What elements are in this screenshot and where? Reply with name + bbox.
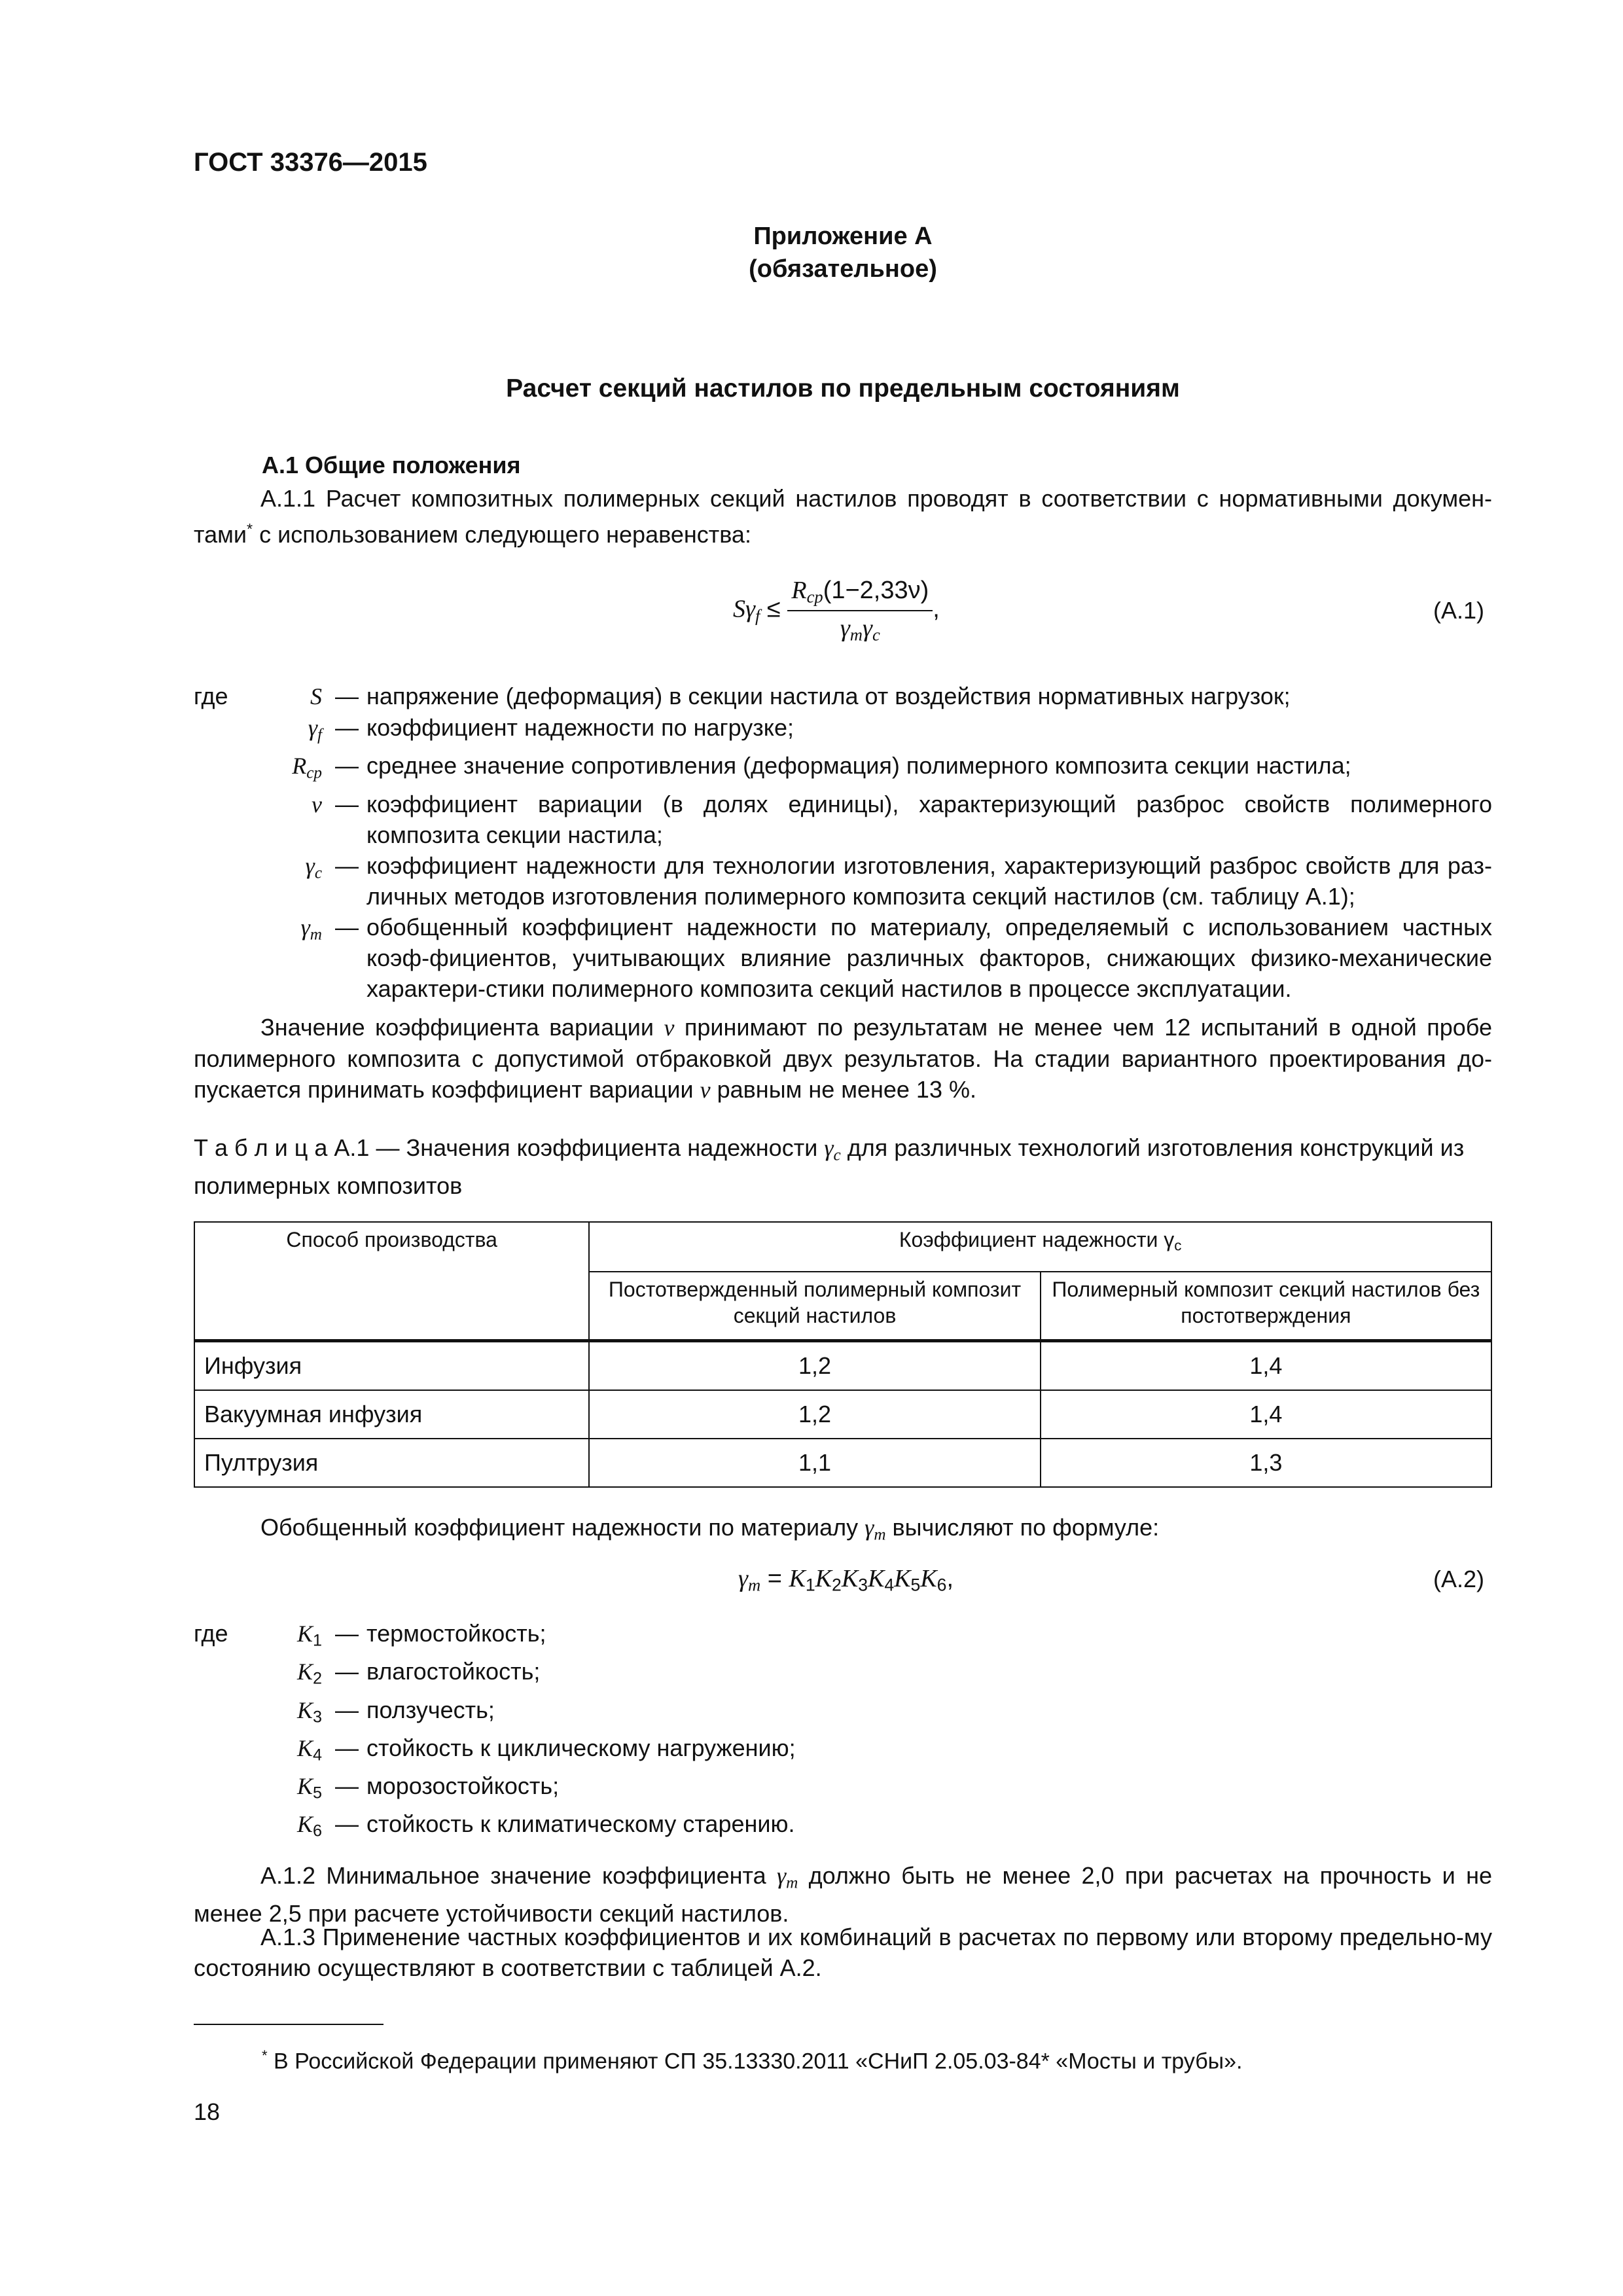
appendix-title: Приложение А bbox=[753, 223, 933, 250]
header-coefficient bbox=[589, 1222, 1491, 1272]
symbol-r: R bbox=[292, 753, 307, 780]
definition-symbol bbox=[236, 1808, 327, 1846]
cell-method: Пултрузия bbox=[194, 1439, 589, 1487]
table-caption-text-end: для различных технологий изготовления конструкций из полимерных композитов bbox=[194, 1134, 1465, 1200]
where-label: где bbox=[194, 1620, 228, 1647]
definition-text: стойкость к циклическому нагружению; bbox=[366, 1734, 796, 1761]
formula-a1-comma: , bbox=[933, 595, 940, 623]
table-caption-label: Т а б л и ц а bbox=[194, 1134, 328, 1161]
symbol-sub: f bbox=[317, 726, 322, 744]
symbol-sub: cp bbox=[306, 764, 322, 782]
appendix-status: (обязательное) bbox=[749, 255, 937, 283]
definition-dash: — bbox=[335, 1810, 359, 1838]
cell-not-postcured: 1,4 bbox=[1041, 1341, 1491, 1391]
symbol-gamma: γ bbox=[776, 1863, 787, 1889]
definition-dash: — bbox=[335, 852, 359, 879]
definitions-a1 bbox=[194, 681, 1492, 1004]
standard-number: ГОСТ 33376—2015 bbox=[194, 148, 427, 177]
definition-symbol bbox=[236, 1732, 327, 1770]
definition-row bbox=[194, 850, 1492, 912]
definition-dash: — bbox=[335, 790, 359, 817]
cell-postcured: 1,1 bbox=[589, 1439, 1040, 1487]
formula-a1-numerator bbox=[787, 576, 933, 611]
formula-a1-number: (А.1) bbox=[1433, 597, 1485, 624]
symbol-k: K bbox=[296, 1734, 313, 1761]
symbol-k: K bbox=[296, 1773, 313, 1800]
cell-method: Инфузия bbox=[194, 1341, 589, 1391]
formula-a1-denominator bbox=[787, 611, 933, 645]
subsection-heading: А.1 Общие положения bbox=[262, 452, 521, 478]
paragraph-a12-text-end: должно быть не менее 2,0 при расчетах на прочность и не менее 2,5 при расчете устойчивости секций настилов. bbox=[194, 1862, 1492, 1928]
symbol-sub: 2 bbox=[312, 1669, 322, 1688]
definition-text: коэффициент вариации (в долях единицы), характеризующий разброс свойств полимерного композита секции настила; bbox=[366, 790, 1492, 848]
footnote-text: В Российской Федерации применяют СП 35.13330.2011 «СНиП 2.05.03-84* «Мосты и трубы». bbox=[267, 2049, 1243, 2074]
symbol-nu: ν bbox=[700, 1077, 711, 1103]
formula-a2-k: K bbox=[841, 1565, 859, 1592]
definition-row bbox=[194, 681, 1492, 712]
formula-a2-k-sub: 3 bbox=[858, 1575, 868, 1595]
header-not-postcured: Полимерный композит секций настилов без постотверждения bbox=[1041, 1272, 1491, 1341]
formula-a2 bbox=[738, 1564, 954, 1596]
footnote-separator bbox=[194, 2024, 383, 2025]
symbol-sub: c bbox=[314, 863, 322, 882]
symbol-gamma: γ bbox=[308, 715, 317, 741]
definition-dash: — bbox=[335, 683, 359, 709]
paragraph-variation-text: Значение коэффициента вариации bbox=[260, 1014, 664, 1041]
definition-row bbox=[194, 1618, 1492, 1656]
paragraph-gamma-m-text: Обобщенный коэффициент надежности по материалу bbox=[260, 1514, 865, 1541]
symbol-k: K bbox=[296, 1659, 313, 1685]
formula-a2-k: K bbox=[920, 1565, 937, 1592]
cell-not-postcured: 1,3 bbox=[1041, 1439, 1491, 1487]
formula-a1-fraction bbox=[787, 576, 933, 645]
definition-row bbox=[194, 1695, 1492, 1732]
footnote bbox=[262, 2047, 1242, 2074]
formula-a2-k: K bbox=[867, 1565, 885, 1592]
cell-method: Вакуумная инфузия bbox=[194, 1390, 589, 1439]
definition-dash: — bbox=[335, 752, 359, 780]
definition-text: коэффициент надежности по нагрузке; bbox=[366, 714, 794, 741]
symbol-nu: ν bbox=[312, 791, 322, 817]
symbol-nu: ν bbox=[664, 1014, 675, 1041]
formula-a2-k-sub: 4 bbox=[884, 1575, 895, 1595]
definition-symbol bbox=[236, 850, 327, 912]
table-caption-text: А.1 — Значения коэффициента надежности bbox=[327, 1134, 825, 1161]
formula-a2-gamma: γ bbox=[738, 1565, 748, 1592]
definition-symbol bbox=[236, 681, 327, 712]
formula-a2-k-sub: 2 bbox=[832, 1575, 842, 1595]
formula-a1-den-gamma-m: γ bbox=[840, 614, 850, 642]
paragraph-a12-text: А.1.2 Минимальное значение коэффициента bbox=[260, 1862, 777, 1889]
paragraph-variation bbox=[194, 1012, 1492, 1105]
definition-symbol bbox=[236, 789, 327, 850]
header-postcured: Постотвержденный полимерный композит секций настилов bbox=[589, 1272, 1040, 1341]
formula-a1-r-sub: cp bbox=[806, 586, 823, 607]
table-row bbox=[194, 1341, 1491, 1391]
formula-a2-gamma-sub: m bbox=[747, 1575, 761, 1595]
paragraph-a11-text: А.1.1 Расчет композитных полимерных секций настилов проводят в соответствии с нормативными докумен-тами bbox=[194, 485, 1492, 548]
definition-symbol bbox=[236, 1695, 327, 1732]
symbol-s: S bbox=[310, 683, 322, 709]
definition-row bbox=[194, 1770, 1492, 1808]
formula-a2-eq: = bbox=[760, 1565, 789, 1592]
symbol-k: K bbox=[296, 1811, 313, 1838]
definition-dash: — bbox=[335, 1734, 359, 1761]
definition-row bbox=[194, 912, 1492, 1004]
footnote-mark: * bbox=[262, 2047, 268, 2064]
definition-row bbox=[194, 712, 1492, 750]
symbol-k: K bbox=[296, 1621, 313, 1647]
formula-a1-gamma: γ bbox=[745, 595, 755, 623]
definition-row bbox=[194, 789, 1492, 850]
formula-a2-comma: , bbox=[946, 1565, 954, 1592]
formula-a1-rest: (1−2,33ν) bbox=[823, 577, 929, 604]
formula-a2-k: K bbox=[815, 1565, 832, 1592]
definition-dash: — bbox=[335, 1620, 359, 1647]
definition-text: стойкость к климатическому старению. bbox=[366, 1810, 795, 1838]
table-row bbox=[194, 1390, 1491, 1439]
symbol-sub: 1 bbox=[312, 1631, 322, 1650]
definition-symbol bbox=[236, 1656, 327, 1694]
definitions-a2 bbox=[194, 1618, 1492, 1847]
cell-not-postcured: 1,4 bbox=[1041, 1390, 1491, 1439]
definition-text: влагостойкость; bbox=[366, 1658, 541, 1685]
formula-a1-s: S bbox=[733, 595, 745, 623]
table-row bbox=[194, 1439, 1491, 1487]
formula-a2-number: (А.2) bbox=[1433, 1566, 1485, 1592]
paragraph-a11-text-end: с использованием следующего неравенства: bbox=[253, 521, 751, 548]
definition-text: обобщенный коэффициент надежности по материалу, определяемый с использованием частных коэф-фициентов, учитывающих влияние различных факторов, снижающих физико-механические характери-стики полимерного композита секций настилов в процессе эксплуатации. bbox=[366, 913, 1492, 1002]
symbol-sub: 3 bbox=[312, 1707, 322, 1726]
symbol-sub: m bbox=[874, 1526, 886, 1544]
definition-symbol bbox=[236, 912, 327, 1004]
formula-a1-le: ≤ bbox=[760, 595, 781, 623]
symbol-gamma: γ bbox=[824, 1135, 834, 1161]
symbol-k: K bbox=[296, 1696, 313, 1723]
paragraph-gamma-m bbox=[194, 1512, 1492, 1550]
header-coefficient-text: Коэффициент надежности γ bbox=[899, 1228, 1175, 1251]
footnote-ref: * bbox=[246, 520, 253, 537]
reliability-table bbox=[194, 1221, 1492, 1488]
definition-dash: — bbox=[335, 1696, 359, 1723]
cell-postcured: 1,2 bbox=[589, 1341, 1040, 1391]
formula-a1-den-sub-m: m bbox=[849, 624, 863, 645]
header-method: Способ производства bbox=[194, 1222, 589, 1341]
formula-a2-k: K bbox=[789, 1565, 806, 1592]
paragraph-variation-text-end: равным не менее 13 %. bbox=[710, 1076, 976, 1103]
definition-dash: — bbox=[335, 1772, 359, 1800]
formula-a1-den-gamma-c: γ bbox=[863, 614, 872, 642]
definition-symbol bbox=[236, 712, 327, 750]
definition-dash: — bbox=[335, 913, 359, 941]
symbol-sub: m bbox=[310, 925, 322, 943]
where-label: где bbox=[194, 683, 228, 709]
formula-a1-r: R bbox=[791, 577, 807, 604]
formula-a1-den-sub-c: c bbox=[872, 624, 880, 645]
paragraph-a12 bbox=[194, 1860, 1492, 1929]
formula-a1-gamma-sub: f bbox=[755, 605, 760, 626]
paragraph-variation-text-mid: принимают по результатам не менее чем 12 испытаний в одной пробе полимерного композита с допустимой отбраковкой двух результатов. На стадии вариантного проектирования до-пускается принимать коэффициент вариации bbox=[194, 1014, 1492, 1103]
definition-dash: — bbox=[335, 1658, 359, 1685]
paragraph-a11 bbox=[194, 483, 1492, 550]
definition-text: напряжение (деформация) в секции настила от воздействия нормативных нагрузок; bbox=[366, 683, 1291, 709]
definition-row bbox=[194, 1808, 1492, 1846]
formula-a1 bbox=[733, 576, 940, 645]
definition-text: среднее значение сопротивления (деформация) полимерного композита секции настила; bbox=[366, 752, 1351, 780]
paragraph-a13: А.1.3 Применение частных коэффициентов и их комбинаций в расчетах по первому или второму предельно-му состоянию осуществляют в соответствии с таблицей А.2. bbox=[194, 1924, 1492, 1981]
formula-a2-k-sub: 5 bbox=[910, 1575, 921, 1595]
definition-text: морозостойкость; bbox=[366, 1772, 560, 1800]
definition-row bbox=[194, 1656, 1492, 1694]
definition-dash: — bbox=[335, 714, 359, 741]
formula-a2-k-sub: 1 bbox=[805, 1575, 815, 1595]
symbol-sub: 6 bbox=[312, 1821, 322, 1840]
definition-row bbox=[194, 750, 1492, 788]
definition-text: ползучесть; bbox=[366, 1696, 495, 1723]
definition-text: термостойкость; bbox=[366, 1620, 546, 1647]
header-coefficient-sub: c bbox=[1174, 1237, 1182, 1254]
definition-text: коэффициент надежности для технологии изготовления, характеризующий разброс свойств для раз-личных методов изготовления полимерного композита секций настилов (см. таблицу А.1); bbox=[366, 852, 1492, 910]
symbol-sub: c bbox=[833, 1146, 841, 1164]
formula-a2-k: K bbox=[894, 1565, 911, 1592]
definition-row bbox=[194, 1732, 1492, 1770]
cell-postcured: 1,2 bbox=[589, 1390, 1040, 1439]
symbol-sub: 5 bbox=[312, 1784, 322, 1803]
symbol-gamma: γ bbox=[300, 914, 310, 941]
section-title: Расчет секций настилов по предельным состояниям bbox=[506, 374, 1180, 403]
table-caption bbox=[194, 1132, 1492, 1201]
definition-symbol bbox=[236, 1770, 327, 1808]
symbol-sub: 4 bbox=[312, 1746, 322, 1765]
definition-symbol bbox=[236, 750, 327, 788]
definition-symbol bbox=[236, 1618, 327, 1656]
symbol-sub: m bbox=[786, 1874, 798, 1892]
formula-a2-k-sub: 6 bbox=[936, 1575, 947, 1595]
page-number: 18 bbox=[194, 2098, 221, 2125]
symbol-gamma: γ bbox=[865, 1515, 874, 1541]
symbol-gamma: γ bbox=[305, 852, 315, 879]
paragraph-gamma-m-text-end: вычисляют по формуле: bbox=[885, 1514, 1160, 1541]
